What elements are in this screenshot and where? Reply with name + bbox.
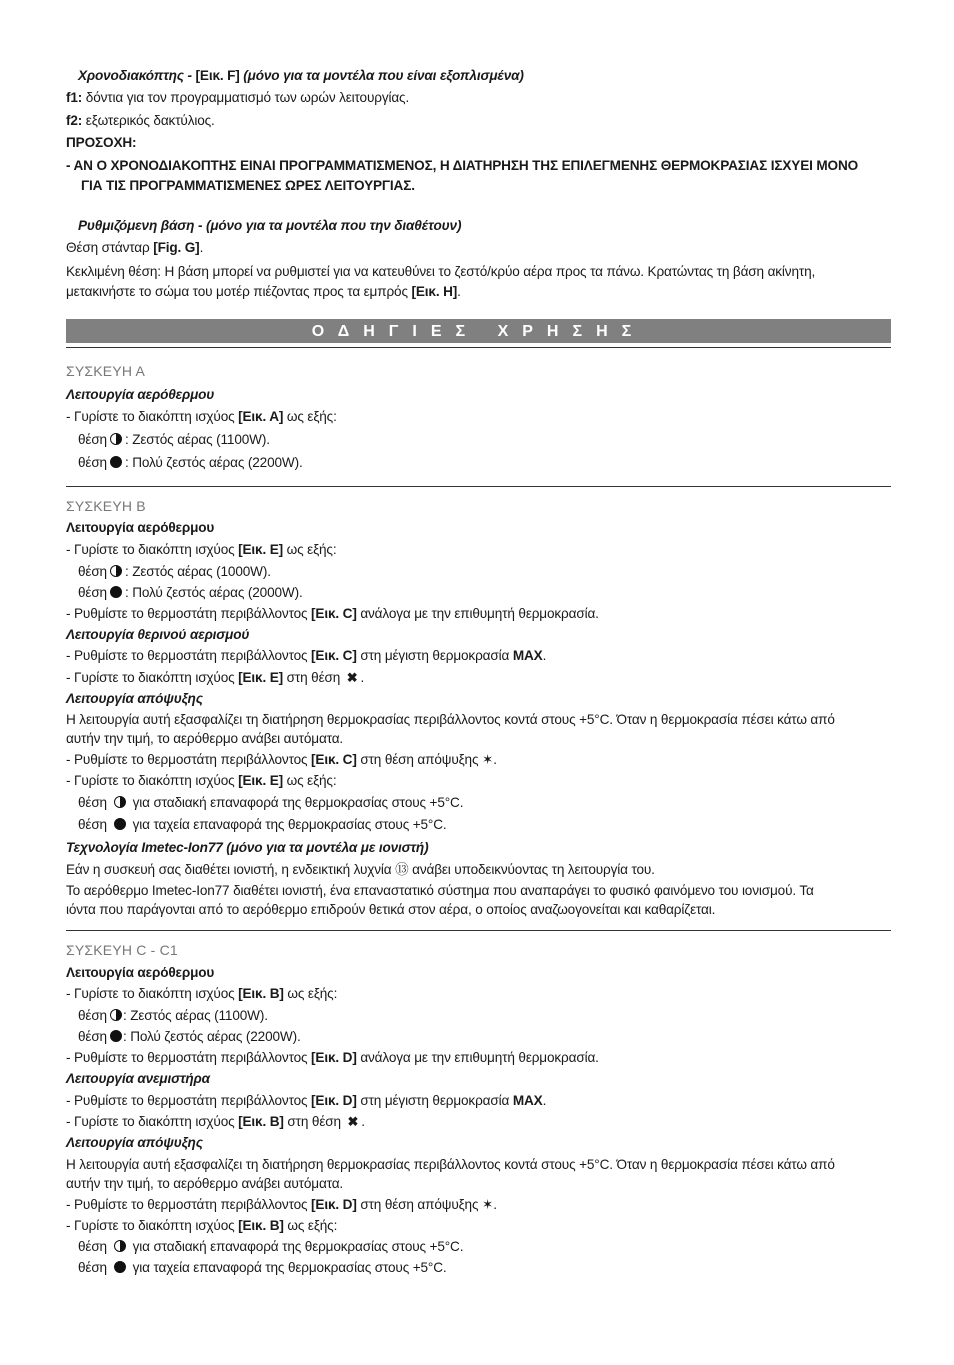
device-b-mode-ion: Τεχνολογία Imetec-Ion77 (μόνο για τα μοντέλα με ιονιστή) [66,840,429,855]
base-standard [66,238,894,257]
pos-text: : Πολύ ζεστός αέρας (2200W). [124,455,303,470]
pos-text: : Ζεστός αέρας (1100W). [122,1008,268,1023]
device-b-heat-step-2 [66,604,894,623]
pos-text: για ταχεία επαναφορά της θερμοκρασίας στους +5°C. [128,1260,447,1275]
pos-word: θέση [78,585,107,600]
device-c-heat-step-2 [66,1048,894,1067]
device-b-frost-step-1 [66,750,894,769]
ref: [Εικ. D] [311,1093,357,1108]
step-text-end: . [542,648,547,663]
ref: [Εικ. C] [311,752,357,767]
step-text-mid: στη μέγιστη θερμοκρασία [356,648,513,663]
timer-f1 [66,88,894,107]
max-label: MAX [512,1093,543,1108]
device-a-ref: [Εικ. Α] [238,409,284,424]
step-text: - Ρυθμίστε το θερμοστάτη περιβάλλοντος [66,1197,312,1212]
step-text-end: ως εξής: [283,773,337,788]
device-b-mode-frost: Λειτουργία απόψυξης [66,691,203,706]
ref: [Εικ. B] [238,1218,284,1233]
step-text: - Γυρίστε το διακόπτη ισχύος [66,542,239,557]
timer-ref: [Εικ. F] [195,68,240,83]
device-b-mode-summer: Λειτουργία θερινού αερισμού [66,627,250,642]
pos-word: θέση [78,432,107,447]
device-c-fan-step-1 [66,1091,894,1110]
device-b-ion-3: ιόντα που παράγονται από το αερόθερμο επιδρούν θετικά στον αέρα, ο οποίος αναζωογονείται και καθαρίζεται. [66,902,716,917]
pos-word: θέση [78,1008,107,1023]
device-b-frost-pos-2 [78,815,894,834]
device-a-title: ΣΥΣΚΕΥΗ Α [66,363,146,379]
device-b-ion-2: Το αερόθερμο Imetec-Ion77 διαθέτει ιονιστή, ένα επαναστατικό σύστημα που αναπαράγει το φυσικό φαινόμενο του ιονισμού. Τα [66,883,814,898]
step-text-end: στη θέση απόψυξης ✶. [356,752,497,767]
step-text: - Γυρίστε το διακόπτη ισχύος [66,670,239,685]
pos-text: : Ζεστός αέρας (1100W). [124,432,270,447]
device-b-heat-step-1 [66,540,894,559]
pos-word: θέση [78,564,107,579]
pos-word: θέση [78,1260,107,1275]
half-circle-icon [114,1240,126,1252]
step-text: - Ρυθμίστε το θερμοστάτη περιβάλλοντος [66,1050,312,1065]
step-text-end: ως εξής: [283,986,338,1001]
timer-heading [78,66,894,85]
divider [66,347,891,348]
step-text: - Γυρίστε το διακόπτη ισχύος [66,1114,239,1129]
device-c-mode-heat: Λειτουργία αερόθερμου [66,965,215,980]
device-c-pos-1 [78,1006,894,1025]
full-circle-icon [110,1030,122,1042]
base-heading: Ρυθμιζόμενη βάση - (μόνο για τα μοντέλα που την διαθέτουν) [78,218,462,233]
divider [66,486,891,487]
device-b-frost-desc-2: αυτήν την τιμή, το αερόθερμο ανάβει αυτόματα. [66,731,344,746]
f1-text: δόντια για τον προγραμματισμό των ωρών λειτουργίας. [82,90,410,105]
device-c-fan-step-2 [66,1112,894,1131]
step-text: - Γυρίστε το διακόπτη ισχύος [66,773,239,788]
device-a-pos-1 [78,430,894,449]
device-c-frost-desc-1: Η λειτουργία αυτή εξασφαλίζει τη διατήρηση θερμοκρασίας περιβάλλοντος κοντά στους +5°C. Όταν η θερμοκρασία πέσει κάτω από [66,1157,835,1172]
timer-f2 [66,111,894,130]
pos-word: θέση [78,795,107,810]
full-circle-icon [110,586,122,598]
half-circle-icon [110,1009,122,1021]
step-text: - Ρυθμίστε το θερμοστάτη περιβάλλοντος [66,752,312,767]
f2-label: f2: [66,113,83,128]
device-b-title: ΣΥΣΚΕΥΗ Β [66,498,146,514]
device-c-frost-step-1 [66,1195,894,1214]
f2-text: εξωτερικός δακτύλιος. [82,113,215,128]
ref: [Εικ. C] [311,648,357,663]
ref: [Εικ. D] [311,1197,357,1212]
timer-title: Χρονοδιακόπτης - [78,68,196,83]
step-text: - Γυρίστε το διακόπτη ισχύος [66,1218,239,1233]
pos-text: : Ζεστός αέρας (1000W). [124,564,271,579]
step-text-end: στη θέση απόψυξης ✶. [356,1197,497,1212]
step-text-mid: στη μέγιστη θερμοκρασία [356,1093,513,1108]
ref: [Εικ. E] [238,542,284,557]
ref: [Εικ. E] [238,670,284,685]
base-incl-end: . [457,284,461,299]
full-circle-icon [114,1261,126,1273]
ref: [Εικ. E] [238,773,284,788]
half-circle-icon [110,433,122,445]
pos-word: θέση [78,1029,107,1044]
device-c-frost-step-2 [66,1216,894,1235]
step-text-end: ως εξής: [283,409,337,424]
ref: [Εικ. C] [311,606,357,621]
caution-label: ΠΡΟΣΟΧΗ: [66,135,137,150]
pos-word: θέση [78,1239,107,1254]
warning-line-1: - ΑΝ Ο ΧΡΟΝΟΔΙΑΚΟΠΤΗΣ ΕΙΝΑΙ ΠΡΟΓΡΑΜΜΑΤΙΣΜΕΝΟΣ, Η ΔΙΑΤΗΡΗΣΗ ΤΗΣ ΕΠΙΛΕΓΜΕΝΗΣ ΘΕΡΜΟΚΡΑΣΙΑΣ ΙΣΧΥΕΙ ΜΟΝΟ [66,158,859,173]
ref: [Εικ. B] [238,1114,284,1129]
half-circle-icon [110,565,122,577]
device-b-pos-2 [78,583,894,602]
base-incl-text: μετακινήστε το σώμα του μοτέρ πιέζοντας προς τα εμπρός [66,284,412,299]
divider [66,930,891,931]
step-text-end: ανάλογα με την επιθυμητή θερμοκρασία. [356,606,599,621]
pos-text: για σταδιακή επαναφορά της θερμοκρασίας στους +5°C. [128,1239,464,1254]
device-b-mode-heat: Λειτουργία αερόθερμου [66,520,215,535]
device-b-ion-1: Εάν η συσκευή σας διαθέτει ιονιστή, η ενδεικτική λυχνία ⑬ ανάβει υποδεικνύοντας τη λειτουργία του. [66,862,655,877]
device-c-mode-fan: Λειτουργία ανεμιστήρα [66,1071,210,1086]
base-inclined-line-1: Κεκλιμένη θέση: Η βάση μπορεί να ρυθμιστεί για να κατευθύνει το ζεστό/κρύο αέρα προς τα πάνω. Κρατώντας τη βάση ακίνητη, [66,264,816,279]
device-b-summer-step-2 [66,668,894,687]
device-b-pos-1 [78,562,894,581]
ref: [Εικ. D] [311,1050,357,1065]
step-text-end: ως εξής: [283,542,337,557]
step-text: - Γυρίστε το διακόπτη ισχύος [66,986,239,1001]
ref: [Εικ. B] [238,986,284,1001]
step-text: - Γυρίστε το διακόπτη ισχύος [66,409,239,424]
full-circle-icon [114,818,126,830]
base-std-ref: [Fig. G] [153,240,200,255]
step-text-mid: στη θέση [283,1114,345,1129]
step-text: - Ρυθμίστε το θερμοστάτη περιβάλλοντος [66,606,312,621]
fan-icon: ✖ [346,670,358,685]
device-c-frost-pos-2 [78,1258,894,1277]
warning-line-2: ΓΙΑ ΤΙΣ ΠΡΟΓΡΑΜΜΑΤΙΣΜΕΝΕΣ ΩΡΕΣ ΛΕΙΤΟΥΡΓΙΑΣ. [81,178,415,193]
step-text-end: . [542,1093,547,1108]
step-text-mid: στη θέση [283,670,344,685]
device-a-mode: Λειτουργία αερόθερμου [66,387,215,402]
step-text: - Ρυθμίστε το θερμοστάτη περιβάλλοντος [66,648,312,663]
step-text-end: ανάλογα με την επιθυμητή θερμοκρασία. [356,1050,599,1065]
step-text-end: . [361,1114,365,1129]
pos-text: : Πολύ ζεστός αέρας (2200W). [122,1029,301,1044]
base-inclined-line-2 [66,282,894,301]
device-b-frost-pos-1 [78,793,894,812]
pos-word: θέση [78,455,107,470]
half-circle-icon [114,796,126,808]
pos-text: : Πολύ ζεστός αέρας (2000W). [124,585,303,600]
device-b-frost-desc-1: Η λειτουργία αυτή εξασφαλίζει τη διατήρηση θερμοκρασίας περιβάλλοντος κοντά στους +5°C. Όταν η θερμοκρασία πέσει κάτω από [66,712,835,727]
pos-word: θέση [78,817,107,832]
instructions-banner: ΟΔΗΓΙΕΣ ΧΡΗΣΗΣ [66,319,891,343]
base-incl-ref: [Εικ. Η] [411,284,458,299]
max-label: MAX [512,648,543,663]
base-std-text: Θέση στάνταρ [66,240,154,255]
timer-title-note: (μόνο για τα μοντέλα που είναι εξοπλισμένα) [239,68,524,83]
device-a-step-1 [66,407,894,426]
step-text: - Ρυθμίστε το θερμοστάτη περιβάλλοντος [66,1093,312,1108]
device-c-title: ΣΥΣΚΕΥΗ C - C1 [66,942,178,958]
device-a-pos-2 [78,453,894,472]
device-c-frost-desc-2: αυτήν την τιμή, το αερόθερμο ανάβει αυτόματα. [66,1176,344,1191]
device-c-pos-2 [78,1027,894,1046]
base-std-end: . [199,240,204,255]
pos-text: για σταδιακή επαναφορά της θερμοκρασίας στους +5°C. [128,795,464,810]
device-b-frost-step-2 [66,771,894,790]
fan-icon: ✖ [347,1114,359,1129]
device-b-summer-step-1 [66,646,894,665]
step-text-end: ως εξής: [283,1218,338,1233]
device-c-frost-pos-1 [78,1237,894,1256]
step-text-end: . [360,670,365,685]
pos-text: για ταχεία επαναφορά της θερμοκρασίας στους +5°C. [128,817,447,832]
device-c-mode-frost: Λειτουργία απόψυξης [66,1135,203,1150]
f1-label: f1: [66,90,83,105]
device-c-heat-step-1 [66,984,894,1003]
full-circle-icon [110,456,122,468]
